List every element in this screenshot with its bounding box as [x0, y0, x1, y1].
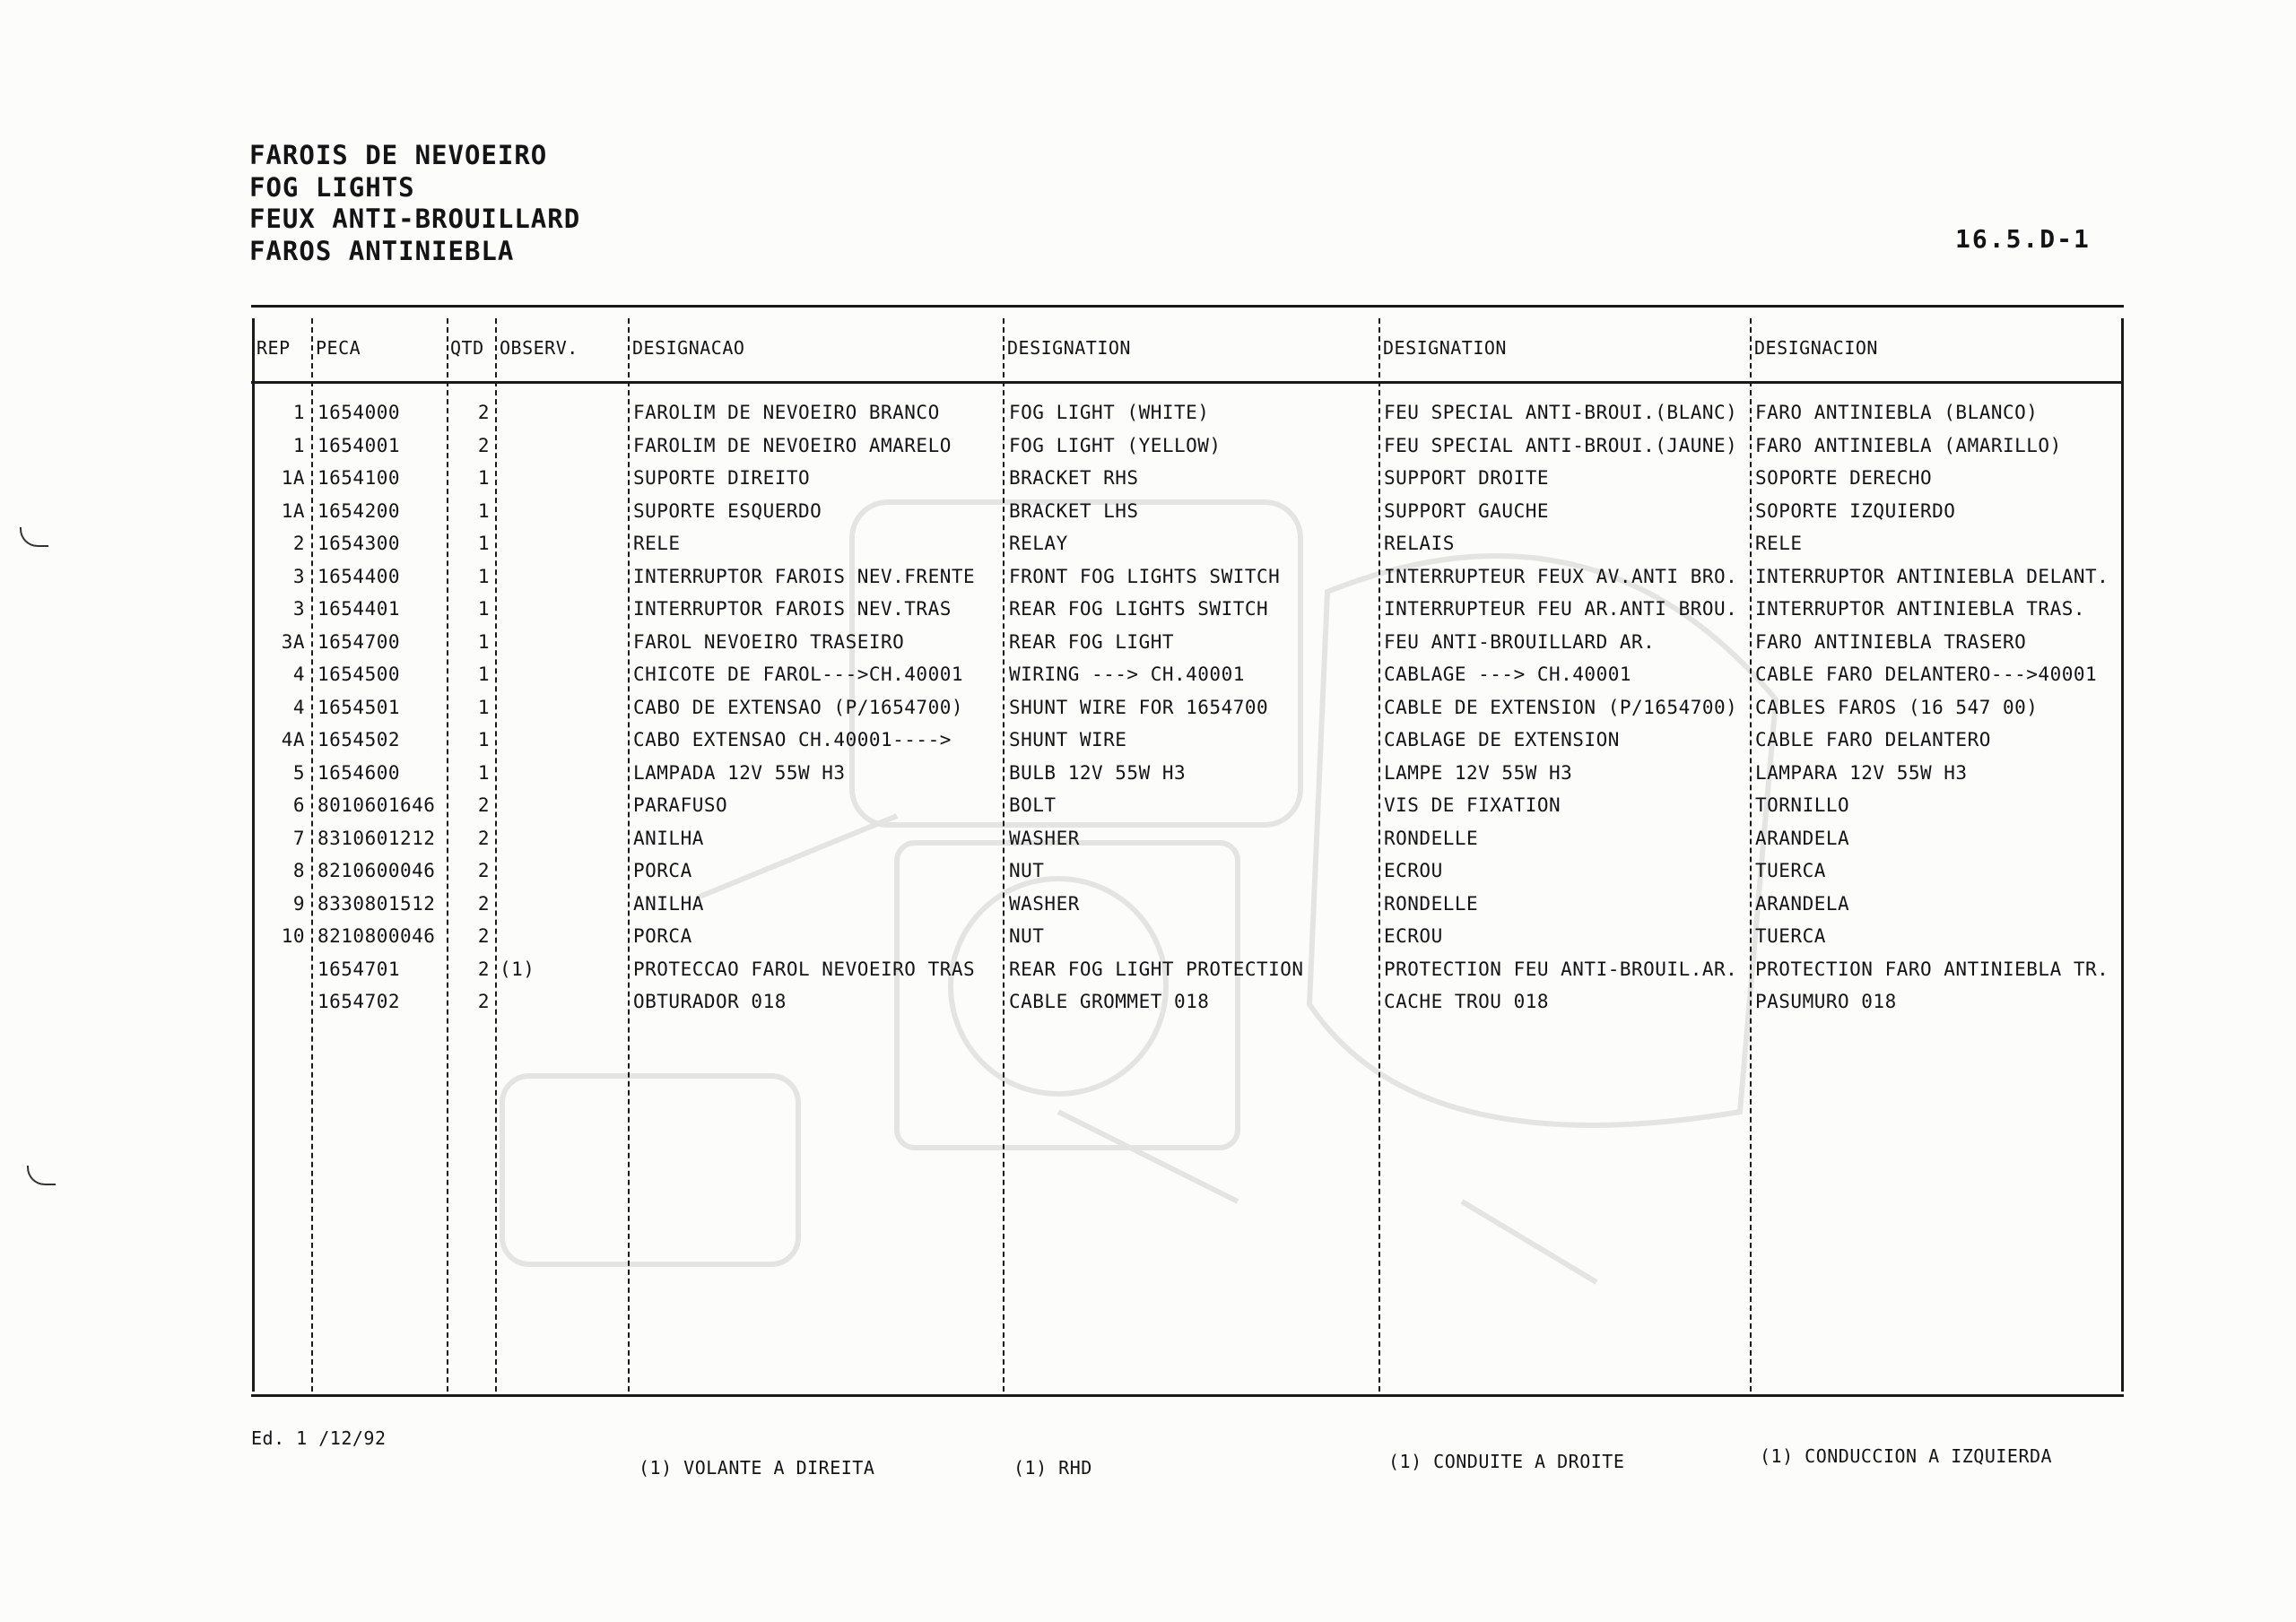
cell-designacao: ANILHA	[633, 827, 704, 849]
cell-designation-en: REAR FOG LIGHT PROTECTION	[1009, 958, 1304, 980]
cell-rep: 10	[281, 925, 305, 947]
cell-qtd: 1	[477, 467, 490, 489]
header-designation-en: DESIGNATION	[1007, 337, 1131, 359]
cell-qtd: 2	[477, 794, 490, 816]
cell-designation-fr: FEU SPECIAL ANTI-BROUI.(JAUNE)	[1384, 434, 1738, 456]
cell-peca: 8210600046	[317, 860, 436, 881]
header-designacao: DESIGNACAO	[632, 337, 745, 359]
cell-designacao: INTERRUPTOR FAROIS NEV.FRENTE	[633, 565, 976, 587]
cell-designation-fr: SUPPORT DROITE	[1384, 467, 1550, 489]
cell-designacion: LAMPARA 12V 55W H3	[1755, 761, 1968, 784]
cell-designation-fr: CABLAGE DE EXTENSION	[1384, 729, 1620, 750]
cell-designation-fr: RONDELLE	[1384, 892, 1479, 915]
cell-designation-en: WASHER	[1009, 827, 1080, 849]
punch-hole-mark	[20, 527, 48, 547]
cell-rep: 3A	[281, 630, 305, 653]
column-divider	[1750, 318, 1752, 1392]
cell-designation-fr: CABLE DE EXTENSION (P/1654700)	[1384, 696, 1738, 718]
cell-designation-fr: CACHE TROU 018	[1384, 991, 1550, 1012]
header-observ: OBSERV.	[500, 337, 578, 359]
cell-designation-en: SHUNT WIRE FOR 1654700	[1009, 696, 1269, 718]
cell-designacion: RELE	[1755, 533, 1803, 554]
column-divider	[628, 318, 630, 1392]
cell-designation-en: REAR FOG LIGHT	[1009, 630, 1175, 653]
cell-designacao: CABO DE EXTENSAO (P/1654700)	[633, 696, 964, 718]
column-divider	[252, 318, 255, 1392]
cell-rep: 1A	[281, 499, 305, 522]
cell-qtd: 1	[477, 598, 490, 620]
cell-designation-en: CABLE GROMMET 018	[1009, 991, 1210, 1012]
cell-designation-en: RELAY	[1009, 533, 1068, 554]
cell-designation-en: BRACKET LHS	[1009, 499, 1139, 522]
cell-designacion: CABLES FAROS (16 547 00)	[1755, 696, 2039, 718]
cell-designation-en: FOG LIGHT (WHITE)	[1009, 402, 1210, 423]
cell-peca: 1654502	[317, 729, 401, 750]
cell-qtd: 1	[477, 499, 490, 522]
cell-rep: 3	[292, 565, 305, 587]
cell-designation-en: WASHER	[1009, 892, 1080, 915]
cell-peca: 1654500	[317, 664, 401, 685]
cell-observ: (1)	[500, 958, 535, 980]
cell-qtd: 1	[477, 729, 490, 750]
column-divider	[495, 318, 497, 1392]
punch-hole-mark	[27, 1166, 56, 1185]
cell-qtd: 1	[477, 761, 490, 784]
cell-designation-en: FOG LIGHT (YELLOW)	[1009, 434, 1222, 456]
cell-rep: 4A	[281, 729, 305, 750]
cell-qtd: 1	[477, 630, 490, 653]
cell-rep: 5	[292, 761, 305, 784]
cell-peca: 1654501	[317, 696, 401, 718]
title-portuguese: FAROIS DE NEVOEIRO	[249, 140, 548, 170]
header-designacion: DESIGNACION	[1754, 337, 1878, 359]
cell-peca: 1654001	[317, 434, 401, 456]
header-qtd: QTD	[450, 337, 484, 359]
cell-peca: 8310601212	[317, 827, 436, 849]
cell-designation-fr: ECROU	[1384, 925, 1443, 947]
cell-qtd: 2	[477, 991, 490, 1012]
cell-designacao: LAMPADA 12V 55W H3	[633, 761, 846, 784]
footnote-spanish: (1) CONDUCCION A IZQUIERDA	[1760, 1445, 2053, 1467]
cell-qtd: 2	[477, 958, 490, 980]
cell-designation-en: FRONT FOG LIGHTS SWITCH	[1009, 565, 1281, 587]
cell-designacion: PROTECTION FARO ANTINIEBLA TR.	[1755, 958, 2109, 980]
cell-designacao: SUPORTE DIREITO	[633, 467, 811, 489]
cell-designacao: FAROLIM DE NEVOEIRO AMARELO	[633, 434, 952, 456]
cell-designacao: CHICOTE DE FAROL--->CH.40001	[633, 664, 964, 685]
cell-designacao: SUPORTE ESQUERDO	[633, 499, 822, 522]
cell-designation-fr: ECROU	[1384, 860, 1443, 881]
title-spanish: FAROS ANTINIEBLA	[249, 235, 515, 266]
cell-designacao: OBTURADOR 018	[633, 991, 787, 1012]
cell-rep: 4	[292, 664, 305, 685]
cell-peca: 1654701	[317, 958, 401, 980]
cell-designation-fr: FEU ANTI-BROUILLARD AR.	[1384, 630, 1656, 653]
cell-peca: 1654700	[317, 630, 401, 653]
cell-designation-fr: RONDELLE	[1384, 827, 1479, 849]
title-english: FOG LIGHTS	[249, 171, 415, 203]
cell-designation-fr: RELAIS	[1384, 533, 1455, 554]
cell-rep: 1A	[281, 467, 305, 489]
cell-designacao: ANILHA	[633, 892, 704, 915]
header-divider	[251, 381, 2124, 384]
cell-qtd: 2	[477, 925, 490, 947]
footnote-english: (1) RHD	[1013, 1457, 1092, 1479]
cell-designation-en: BRACKET RHS	[1009, 467, 1139, 489]
cell-designation-en: NUT	[1009, 860, 1045, 881]
cell-designacion: TORNILLO	[1755, 794, 1850, 816]
cell-qtd: 1	[477, 565, 490, 587]
cell-designacao: CABO EXTENSAO CH.40001---->	[633, 729, 952, 750]
cell-designacao: PORCA	[633, 860, 692, 881]
cell-designacion: FARO ANTINIEBLA (AMARILLO)	[1755, 434, 2062, 456]
cell-designation-fr: LAMPE 12V 55W H3	[1384, 761, 1573, 784]
cell-designation-fr: FEU SPECIAL ANTI-BROUI.(BLANC)	[1384, 402, 1738, 423]
cell-designation-en: BULB 12V 55W H3	[1009, 761, 1187, 784]
cell-designacion: INTERRUPTOR ANTINIEBLA DELANT.	[1755, 565, 2109, 587]
cell-qtd: 1	[477, 696, 490, 718]
cell-rep: 1	[292, 402, 305, 423]
cell-designacion: TUERCA	[1755, 925, 1826, 947]
cell-rep: 8	[292, 860, 305, 881]
cell-qtd: 2	[477, 827, 490, 849]
cell-peca: 1654401	[317, 598, 401, 620]
column-divider	[1003, 318, 1004, 1392]
cell-qtd: 1	[477, 533, 490, 554]
cell-designacao: RELE	[633, 533, 681, 554]
document-titles	[249, 140, 580, 267]
cell-designacao: PORCA	[633, 925, 692, 947]
cell-peca: 1654400	[317, 565, 401, 587]
header-rep: REP	[257, 337, 291, 359]
edition-date: Ed. 1 /12/92	[251, 1427, 387, 1449]
cell-qtd: 2	[477, 892, 490, 915]
cell-rep: 1	[292, 434, 305, 456]
cell-peca: 1654200	[317, 499, 401, 522]
footnote-portuguese: (1) VOLANTE A DIREITA	[639, 1457, 875, 1479]
cell-peca: 1654600	[317, 761, 401, 784]
cell-peca: 1654702	[317, 991, 401, 1012]
cell-peca: 8010601646	[317, 794, 436, 816]
cell-designation-en: REAR FOG LIGHTS SWITCH	[1009, 598, 1269, 620]
cell-designacion: SOPORTE DERECHO	[1755, 467, 1933, 489]
cell-designacion: TUERCA	[1755, 860, 1826, 881]
cell-designation-fr: VIS DE FIXATION	[1384, 794, 1561, 816]
cell-designation-fr: INTERRUPTEUR FEU AR.ANTI BROU.	[1384, 598, 1738, 620]
cell-qtd: 1	[477, 664, 490, 685]
cell-designacao: PROTECCAO FAROL NEVOEIRO TRAS	[633, 958, 976, 980]
cell-designacion: FARO ANTINIEBLA TRASERO	[1755, 630, 2027, 653]
cell-qtd: 2	[477, 434, 490, 456]
cell-designacao: PARAFUSO	[633, 794, 728, 816]
column-divider	[311, 318, 313, 1392]
cell-designacion: CABLE FARO DELANTERO	[1755, 729, 1991, 750]
cell-designacion: ARANDELA	[1755, 827, 1850, 849]
page-number: 16.5.D-1	[1955, 224, 2091, 254]
cell-designacion: INTERRUPTOR ANTINIEBLA TRAS.	[1755, 598, 2086, 620]
cell-peca: 1654300	[317, 533, 401, 554]
cell-designation-en: BOLT	[1009, 794, 1057, 816]
cell-rep: 7	[292, 827, 305, 849]
cell-designation-en: WIRING ---> CH.40001	[1009, 664, 1245, 685]
column-divider	[1378, 318, 1380, 1392]
cell-designacao: INTERRUPTOR FAROIS NEV.TRAS	[633, 598, 952, 620]
cell-rep: 9	[292, 892, 305, 915]
cell-designacion: PASUMURO 018	[1755, 991, 1897, 1012]
cell-designacion: ARANDELA	[1755, 892, 1850, 915]
cell-designacao: FAROL NEVOEIRO TRASEIRO	[633, 630, 905, 653]
cell-designacao: FAROLIM DE NEVOEIRO BRANCO	[633, 402, 940, 423]
cell-qtd: 2	[477, 402, 490, 423]
cell-rep: 3	[292, 598, 305, 620]
cell-designation-fr: PROTECTION FEU ANTI-BROUIL.AR.	[1384, 958, 1738, 980]
header-peca: PECA	[316, 337, 361, 359]
cell-rep: 4	[292, 696, 305, 718]
cell-peca: 8210800046	[317, 925, 436, 947]
cell-rep: 6	[292, 794, 305, 816]
cell-designation-en: SHUNT WIRE	[1009, 729, 1127, 750]
cell-designacion: SOPORTE IZQUIERDO	[1755, 499, 1956, 522]
cell-rep: 2	[292, 533, 305, 554]
cell-designation-fr: CABLAGE ---> CH.40001	[1384, 664, 1632, 685]
cell-peca: 1654100	[317, 467, 401, 489]
cell-designation-fr: SUPPORT GAUCHE	[1384, 499, 1550, 522]
cell-designacion: CABLE FARO DELANTERO--->40001	[1755, 664, 2098, 685]
cell-designation-fr: INTERRUPTEUR FEUX AV.ANTI BRO.	[1384, 565, 1738, 587]
cell-designacion: FARO ANTINIEBLA (BLANCO)	[1755, 402, 2039, 423]
footnote-french: (1) CONDUITE A DROITE	[1388, 1451, 1625, 1472]
cell-peca: 8330801512	[317, 892, 436, 915]
cell-designation-en: NUT	[1009, 925, 1045, 947]
cell-qtd: 2	[477, 860, 490, 881]
header-designation-fr: DESIGNATION	[1383, 337, 1507, 359]
title-french: FEUX ANTI-BROUILLARD	[249, 204, 581, 234]
cell-peca: 1654000	[317, 402, 401, 423]
column-divider	[2121, 318, 2124, 1392]
